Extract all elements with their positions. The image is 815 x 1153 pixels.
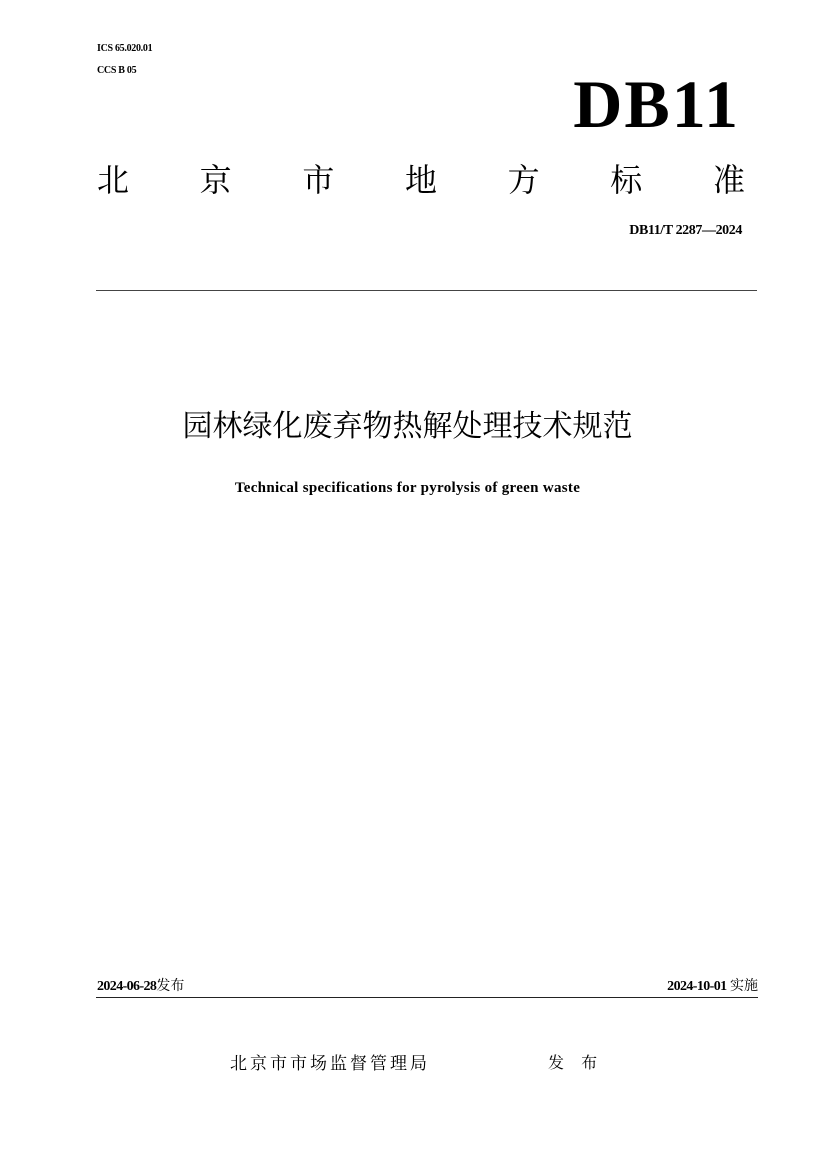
- title-chinese: 园林绿化废弃物热解处理技术规范: [182, 409, 633, 444]
- db11-logo: DB11: [573, 66, 740, 142]
- implement-label: 实施: [730, 978, 758, 994]
- issue-label: 发布: [156, 978, 185, 994]
- issue-date-row: [97, 976, 184, 997]
- implement-date: 2024-10-01: [667, 979, 727, 994]
- issuing-authority: 北京市市场监督管理局: [230, 1054, 430, 1074]
- ccs-code: CCS B 05: [97, 65, 137, 76]
- standard-type-heading: [97, 160, 745, 200]
- standard-number: DB11/T 2287—2024: [629, 223, 742, 238]
- implement-date-row: [667, 976, 758, 997]
- header-divider: [96, 290, 757, 291]
- ics-code: ICS 65.020.01: [97, 43, 153, 54]
- issue-action: 发 布: [548, 1053, 604, 1072]
- standard-type-char: 地: [404, 161, 437, 199]
- standard-type-char: 准: [712, 161, 745, 199]
- standard-type-char: 京: [199, 161, 232, 199]
- title-english: Technical specifications for pyrolysis of green waste: [234, 480, 581, 496]
- footer-divider: [96, 997, 758, 998]
- standard-type-char: 标: [610, 161, 643, 199]
- standard-type-char: 北: [97, 161, 130, 199]
- issue-date: 2024-06-28: [97, 979, 157, 994]
- standard-type-char: 方: [507, 161, 540, 199]
- standard-type-char: 市: [302, 161, 335, 199]
